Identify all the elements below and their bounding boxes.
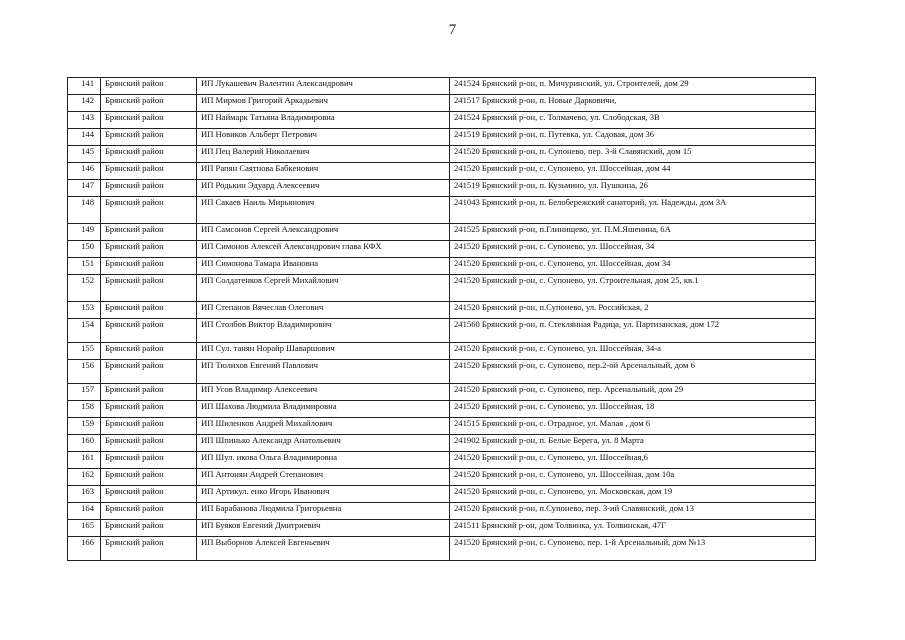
address-cell: 241524 Брянский р-он, п. Мичуринский, ул. Строителей, дом 29 — [450, 78, 816, 95]
page-number: 7 — [448, 22, 457, 38]
row-number-cell: 156 — [68, 360, 101, 384]
address-cell: 241520 Брянский р-он, с. Супонево, ул. Шоссейная, дом 34 — [450, 258, 816, 275]
row-number-cell: 164 — [68, 503, 101, 520]
address-cell: 241520 Брянский р-он, п.Супонево, пер. 3-ий Славянский, дом 13 — [450, 503, 816, 520]
table-row — [68, 95, 816, 112]
row-number-cell: 147 — [68, 180, 101, 197]
table-row — [68, 520, 816, 537]
address-cell: 241520 Брянский р-он, с. Супонево, ул. Шоссейная, 34 — [450, 241, 816, 258]
district-cell: Брянский район — [101, 360, 197, 384]
district-cell: Брянский район — [101, 275, 197, 302]
district-cell: Брянский район — [101, 418, 197, 435]
district-cell: Брянский район — [101, 224, 197, 241]
entrepreneur-name-cell: ИП Симонова Тамара Ивановна — [197, 258, 450, 275]
district-cell: Брянский район — [101, 258, 197, 275]
entrepreneur-name-cell: ИП Самсонов Сергей Александрович — [197, 224, 450, 241]
table-row — [68, 435, 816, 452]
entrepreneur-name-cell: ИП Рапян Саятнова Бабкенович — [197, 163, 450, 180]
district-cell: Брянский район — [101, 503, 197, 520]
entrepreneur-name-cell: ИП Шпинько Александр Анатольевич — [197, 435, 450, 452]
table-row — [68, 319, 816, 343]
entrepreneur-name-cell: ИП Шул. икова Ольга Владимировна — [197, 452, 450, 469]
district-cell: Брянский район — [101, 343, 197, 360]
row-number-cell: 142 — [68, 95, 101, 112]
entrepreneur-name-cell: ИП Артикул. енко Игорь Иванович — [197, 486, 450, 503]
table-row — [68, 197, 816, 224]
row-number-cell: 146 — [68, 163, 101, 180]
table-row — [68, 112, 816, 129]
entrepreneur-name-cell: ИП Наймарк Татьяна Владимировна — [197, 112, 450, 129]
address-cell: 241517 Брянский р-он, п. Новые Дарковичи, — [450, 95, 816, 112]
district-cell: Брянский район — [101, 78, 197, 95]
address-cell: 241520 Брянский р-он, с. Супонево, ул. Строительная, дом 25, кв.1 — [450, 275, 816, 302]
address-cell: 241520 Брянский р-он, с. Супонево, пер. Арсенальный, дом 29 — [450, 384, 816, 401]
address-cell: 241525 Брянский р-он, п.Глинищево, ул. П.М.Яшенина, 6А — [450, 224, 816, 241]
entrepreneur-name-cell: ИП Степанов Вячеслав Олегович — [197, 302, 450, 319]
entrepreneur-name-cell: ИП Родькин Эдуард Алексеевич — [197, 180, 450, 197]
table-row — [68, 503, 816, 520]
address-cell: 241519 Брянский р-он, п. Путевка, ул. Садовая, дом 36 — [450, 129, 816, 146]
table-row — [68, 258, 816, 275]
address-cell: 241520 Брянский р-он, с. Супонево, ул. Шоссейная, дом 44 — [450, 163, 816, 180]
entrepreneur-name-cell: ИП Выборнов Алексей Евгеньевич — [197, 537, 450, 561]
table-row — [68, 452, 816, 469]
entrepreneur-name-cell: ИП Антонян Андрей Степанович — [197, 469, 450, 486]
address-cell: 241515 Брянский р-он, с. Отрадное, ул. Малая , дом 6 — [450, 418, 816, 435]
row-number-cell: 143 — [68, 112, 101, 129]
row-number-cell: 144 — [68, 129, 101, 146]
address-cell: 241520 Брянский р-он, с. Супонево, ул. Шоссейная,6 — [450, 452, 816, 469]
table-row — [68, 78, 816, 95]
row-number-cell: 155 — [68, 343, 101, 360]
row-number-cell: 166 — [68, 537, 101, 561]
table-row — [68, 384, 816, 401]
district-cell: Брянский район — [101, 95, 197, 112]
table-row — [68, 343, 816, 360]
address-cell: 241524 Брянский р-он, с. Толмачево, ул. Слободская, 3В — [450, 112, 816, 129]
row-number-cell: 163 — [68, 486, 101, 503]
district-cell: Брянский район — [101, 452, 197, 469]
entrepreneur-name-cell: ИП Новиков Альберт Петрович — [197, 129, 450, 146]
address-cell: 241520 Брянский р-он, п. Супонево, пер. 3-й Славянский, дом 15 — [450, 146, 816, 163]
table-row — [68, 163, 816, 180]
entrepreneur-name-cell: ИП Симонов Алексей Александрович глава КФХ — [197, 241, 450, 258]
row-number-cell: 159 — [68, 418, 101, 435]
row-number-cell: 151 — [68, 258, 101, 275]
address-cell: 241520 Брянский р-он, с. Супонево, ул. Шоссейная, 34-а — [450, 343, 816, 360]
address-cell: 241520 Брянский р-он, с. Супонево, ул. Московская, дом 19 — [450, 486, 816, 503]
district-cell: Брянский район — [101, 163, 197, 180]
address-cell: 241511 Брянский р-он, дом Толвинка, ул. Толвинская, 47Г — [450, 520, 816, 537]
entrepreneur-name-cell: ИП Шахова Людмила Владимировна — [197, 401, 450, 418]
row-number-cell: 145 — [68, 146, 101, 163]
entrepreneur-name-cell: ИП Буяков Евгений Дмитриевич — [197, 520, 450, 537]
table-row — [68, 302, 816, 319]
entrepreneur-name-cell: ИП Шиленков Андрей Михайлович — [197, 418, 450, 435]
district-cell: Брянский район — [101, 146, 197, 163]
row-number-cell: 154 — [68, 319, 101, 343]
district-cell: Брянский район — [101, 520, 197, 537]
registry-table-body — [68, 78, 816, 561]
district-cell: Брянский район — [101, 469, 197, 486]
district-cell: Брянский район — [101, 319, 197, 343]
table-row — [68, 241, 816, 258]
entrepreneur-name-cell: ИП Тюлихов Евгений Павлович — [197, 360, 450, 384]
district-cell: Брянский район — [101, 241, 197, 258]
district-cell: Брянский район — [101, 180, 197, 197]
entrepreneur-name-cell: ИП Столбов Виктор Владимирович — [197, 319, 450, 343]
address-cell: 241043 Брянский р-он, п. Белобережский санаторий, ул. Надежды, дом 3А — [450, 197, 816, 224]
district-cell: Брянский район — [101, 129, 197, 146]
table-row — [68, 180, 816, 197]
entrepreneur-name-cell: ИП Лукашевич Валентин Александрович — [197, 78, 450, 95]
row-number-cell: 161 — [68, 452, 101, 469]
row-number-cell: 162 — [68, 469, 101, 486]
row-number-cell: 153 — [68, 302, 101, 319]
table-row — [68, 401, 816, 418]
district-cell: Брянский район — [101, 384, 197, 401]
address-cell: 241520 Брянский р-он, с. Супонево, ул. Шоссейная, 18 — [450, 401, 816, 418]
address-cell: 241519 Брянский р-он, п. Кузьмино, ул. Пушкина, 26 — [450, 180, 816, 197]
address-cell: 241560 Брянский р-он, п. Стеклянная Радица, ул. Партизанская, дом 172 — [450, 319, 816, 343]
entrepreneur-name-cell: ИП Солдатенков Сергей Михайлович — [197, 275, 450, 302]
district-cell: Брянский район — [101, 486, 197, 503]
row-number-cell: 160 — [68, 435, 101, 452]
table-row — [68, 129, 816, 146]
entrepreneur-name-cell: ИП Сакаев Наиль Мирьянович — [197, 197, 450, 224]
table-row — [68, 537, 816, 561]
entrepreneur-name-cell: ИП Сул. танян Норайр Шаваршович — [197, 343, 450, 360]
address-cell: 241520 Брянский р-он, с. Супонево, ул. Шоссейная, дом 10а — [450, 469, 816, 486]
table-row — [68, 486, 816, 503]
entrepreneur-name-cell: ИП Мирмов Григорий Аркадьевич — [197, 95, 450, 112]
table-row — [68, 360, 816, 384]
address-cell: 241520 Брянский р-он, с. Супонево, пер.2-ой Арсенальный, дом 6 — [450, 360, 816, 384]
row-number-cell: 150 — [68, 241, 101, 258]
entrepreneur-name-cell: ИП Пец Валерий Николаевич — [197, 146, 450, 163]
district-cell: Брянский район — [101, 435, 197, 452]
address-cell: 241520 Брянский р-он, п.Супонево, ул. Российская, 2 — [450, 302, 816, 319]
district-cell: Брянский район — [101, 197, 197, 224]
row-number-cell: 152 — [68, 275, 101, 302]
row-number-cell: 165 — [68, 520, 101, 537]
table-row — [68, 275, 816, 302]
address-cell: 241520 Брянский р-он, с. Супонево, пер. 1-й Арсенальный, дом №13 — [450, 537, 816, 561]
table-row — [68, 469, 816, 486]
district-cell: Брянский район — [101, 401, 197, 418]
entrepreneur-name-cell: ИП Барабанова Людмила Григорьевна — [197, 503, 450, 520]
row-number-cell: 149 — [68, 224, 101, 241]
row-number-cell: 157 — [68, 384, 101, 401]
registry-table — [67, 77, 816, 561]
district-cell: Брянский район — [101, 112, 197, 129]
table-row — [68, 418, 816, 435]
row-number-cell: 158 — [68, 401, 101, 418]
table-row — [68, 224, 816, 241]
row-number-cell: 148 — [68, 197, 101, 224]
district-cell: Брянский район — [101, 302, 197, 319]
district-cell: Брянский район — [101, 537, 197, 561]
table-row — [68, 146, 816, 163]
entrepreneur-name-cell: ИП Усов Владимир Алексеевич — [197, 384, 450, 401]
address-cell: 241902 Брянский р-он, п. Белые Берега, ул. 8 Марта — [450, 435, 816, 452]
row-number-cell: 141 — [68, 78, 101, 95]
